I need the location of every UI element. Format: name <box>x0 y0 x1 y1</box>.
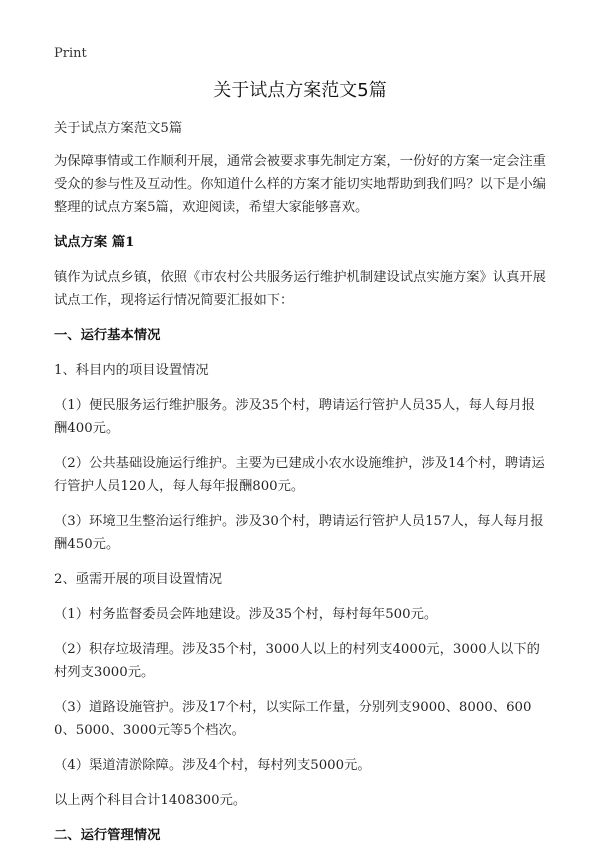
intro-paragraph: 为保障事情或工作顺利开展，通常会被要求事先制定方案，一份好的方案一定会注重受众的参与性及互动性。你知道什么样的方案才能切实地帮助到我们吗？以下是小编整理的试点方案5篇，欢迎阅读，希望大家能够喜欢。 <box>54 154 546 215</box>
list-item: （2）公共基础设施运行维护。主要为已建成小农水设施维护，涉及14个村，聘请运行管护人员120人，每人每年报酬800元。 <box>54 456 545 494</box>
item-heading: 1、科目内的项目设置情况 <box>54 363 209 378</box>
section-title: 试点方案 篇1 <box>54 235 135 250</box>
list-item: （4）渠道清淤除障。涉及4个村，每村列支5000元。 <box>54 758 371 773</box>
total-line: 以上两个科目合计1408300元。 <box>54 793 247 808</box>
list-item: （1）便民服务运行维护服务。涉及35个村，聘请运行管护人员35人，每人每月报酬400元。 <box>54 398 536 436</box>
item-heading: 2、亟需开展的项目设置情况 <box>54 572 223 587</box>
document-body <box>54 117 548 859</box>
list-item: （3）环境卫生整治运行维护。涉及30个村，聘请运行管护人员157人，每人每月报酬450元。 <box>54 514 544 552</box>
section-intro-paragraph: 镇作为试点乡镇，依照《市农村公共服务运行维护机制建设试点实施方案》认真开展试点工作，现将运行情况简要汇报如下： <box>54 270 546 308</box>
list-item: （2）积存垃圾清理。涉及35个村，3000人以上的村列支4000元，3000人以下的村列支3000元。 <box>54 642 540 680</box>
document-subtitle: 关于试点方案范文5篇 <box>54 121 183 136</box>
print-label: Print <box>54 46 87 61</box>
list-item: （3）道路设施管护。涉及17个村，以实际工作量，分别列支9000、8000、6000、5000、3000元等5个档次。 <box>54 700 532 738</box>
document-title: 关于试点方案范文5篇 <box>213 80 387 101</box>
list-item: （1）村务监督委员会阵地建设。涉及35个村，每村每年500元。 <box>54 607 438 622</box>
part-heading: 二、运行管理情况 <box>54 828 161 843</box>
part-heading: 一、运行基本情况 <box>54 328 161 343</box>
